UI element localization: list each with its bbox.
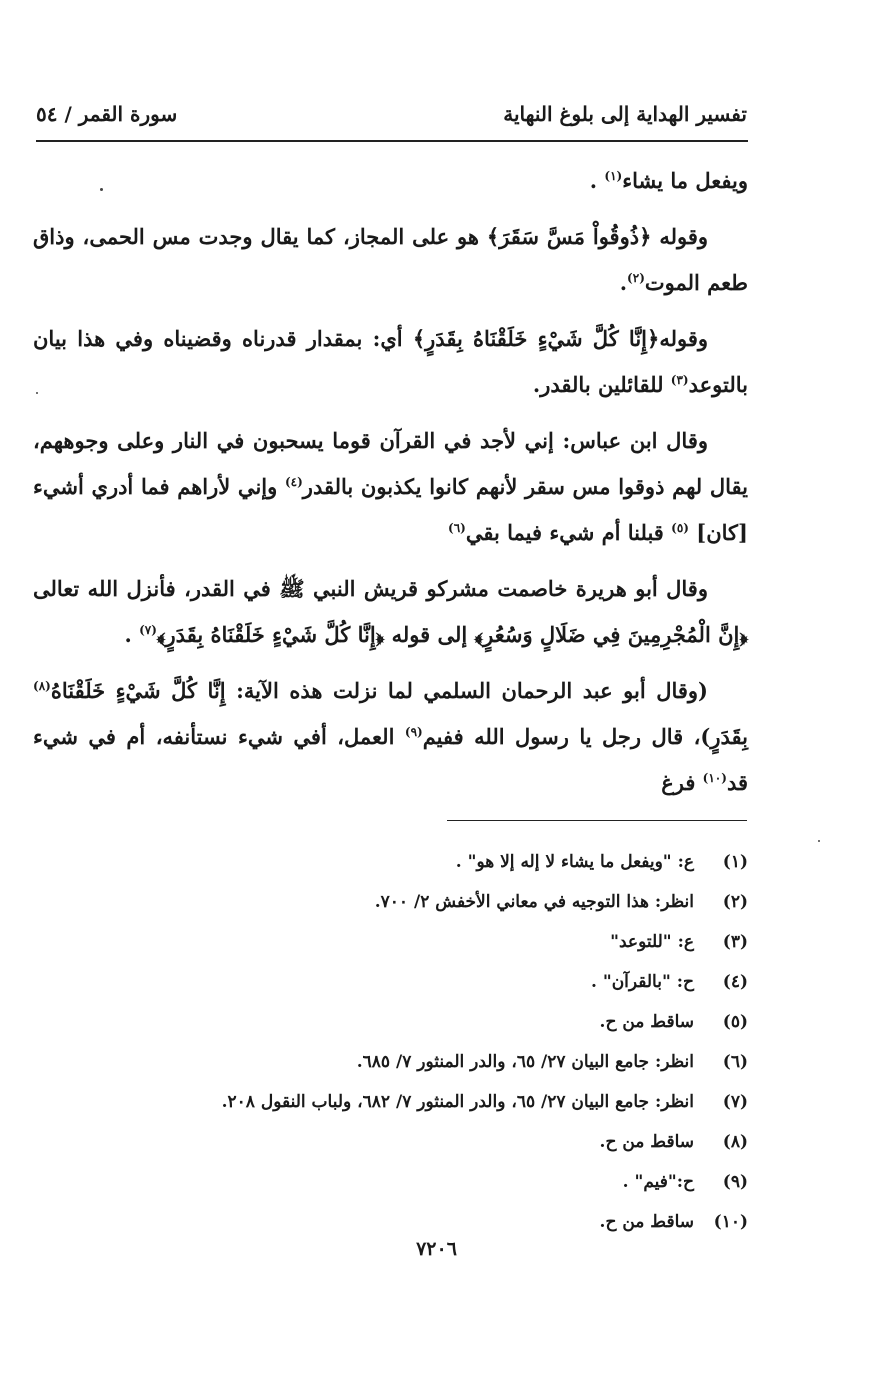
paragraph-text: إلى قوله bbox=[391, 622, 468, 647]
footnote-number: (٢) bbox=[722, 892, 748, 912]
footnote-item bbox=[148, 922, 748, 962]
footnote-number: (٦) bbox=[722, 1052, 748, 1072]
paragraph-tail: للقائلين بالقدر. bbox=[532, 372, 664, 397]
footnote-text: ح:"فيم" . bbox=[622, 1172, 694, 1192]
paragraph-text: هو على المجاز، كما يقال وجدت مس الحمى، وذاق طعم الموت bbox=[33, 224, 748, 295]
footnote-item bbox=[148, 1162, 748, 1202]
footnote-ref: (٢) bbox=[627, 271, 645, 285]
footnote-number: (٣) bbox=[722, 932, 748, 952]
paragraph-6 bbox=[33, 668, 748, 806]
paragraph-lead: وقوله bbox=[659, 224, 708, 249]
paragraph-text: فرغ bbox=[661, 770, 696, 795]
footnote-ref: (٧) bbox=[139, 623, 157, 637]
footnote-item bbox=[148, 1082, 748, 1122]
footnote-ref: (٦) bbox=[448, 521, 466, 535]
footnote-number: (٥) bbox=[722, 1012, 748, 1032]
paragraph-text: أي: بمقدار قدرناه وقضيناه وفي هذا بيان بالتوعد bbox=[33, 326, 748, 397]
footnote-item bbox=[148, 1122, 748, 1162]
quran-verse: ﴿إِنَّا كُلَّ شَيْءٍ خَلَقْنَاهُ بِقَدَرٍ﴾ bbox=[156, 622, 385, 647]
footnote-text: ساقط من ح. bbox=[599, 1012, 694, 1032]
footnote-number: (٩) bbox=[722, 1172, 748, 1192]
footnote-item bbox=[148, 1042, 748, 1082]
paragraph-2 bbox=[33, 214, 748, 306]
footnote-item bbox=[148, 1002, 748, 1042]
running-header bbox=[36, 98, 747, 138]
paragraph-4 bbox=[33, 418, 748, 556]
paragraph-text: وقال أبو هريرة خاصمت مشركو قريش النبي ﷺ في القدر، فأنزل الله تعالى bbox=[33, 576, 708, 601]
footnote-rule bbox=[447, 820, 747, 821]
quran-verse: ﴿إِنَّا كُلَّ شَيْءٍ خَلَقْنَاهُ بِقَدَرٍ﴾ bbox=[412, 326, 660, 351]
footnote-item bbox=[148, 1202, 748, 1242]
footnote-item bbox=[148, 882, 748, 922]
footnote-item bbox=[148, 842, 748, 882]
surah-label: سورة القمر / ٥٤ bbox=[36, 102, 178, 126]
footnote-ref: (١) bbox=[604, 169, 623, 183]
footnote-text: ساقط من ح. bbox=[599, 1132, 694, 1152]
scan-speck bbox=[818, 840, 820, 842]
footnote-item bbox=[148, 962, 748, 1002]
scan-speck bbox=[36, 392, 38, 394]
quran-verse: ﴿إِنَّ الْمُجْرِمِينَ فِي ضَلَالٍ وَسُعُرٍ﴾ bbox=[474, 622, 748, 647]
paragraph-tail: . bbox=[619, 270, 628, 295]
footnote-number: (٧) bbox=[722, 1092, 748, 1112]
paragraph-text: بِقَدَرٍ)، قال رجل يا رسول الله ففيم bbox=[422, 724, 748, 749]
footnote-text: انظر: هذا التوجيه في معاني الأخفش ٢/ ٧٠٠. bbox=[374, 892, 694, 912]
paragraph-tail: . bbox=[124, 622, 132, 647]
paragraph-text: (وقال أبو عبد الرحمان السلمي لما نزلت هذه الآية: إِنَّا كُلَّ شَيْءٍ خَلَقْنَاهُ bbox=[50, 678, 708, 703]
footnote-ref: (٨) bbox=[33, 679, 51, 693]
paragraph-text: ويفعل ما يشاء bbox=[622, 168, 748, 193]
footnote-ref: (١٠) bbox=[702, 771, 727, 785]
footnote-ref: (٥) bbox=[671, 521, 689, 535]
footnote-number: (١) bbox=[722, 852, 748, 872]
book-title: تفسير الهداية إلى بلوغ النهاية bbox=[503, 102, 747, 126]
footnote-number: (٤) bbox=[722, 972, 748, 992]
main-text bbox=[33, 158, 748, 816]
footnote-text: ع: "ويفعل ما يشاء لا إله إلا هو" . bbox=[455, 852, 694, 872]
paragraph-text: وقال ابن عباس: إني لأجد في القرآن قوما يسحبون في النار وعلى وجوههم، يقال لهم ذوقوا مس سقر لأنهم كانوا يكذبون بالقدر bbox=[33, 428, 748, 499]
paragraph-1 bbox=[33, 158, 748, 204]
paragraph-5 bbox=[33, 566, 748, 658]
footnote-text: انظر: جامع البيان ٢٧/ ٦٥، والدر المنثور ٧/ ٦٨٥. bbox=[356, 1052, 694, 1072]
page-number: ٧٢٠٦ bbox=[416, 1238, 457, 1260]
paragraph-text: العمل، أفي شيء نستأنفه، أم في شيء قد bbox=[33, 724, 748, 795]
paragraph-3 bbox=[33, 316, 748, 408]
paragraph-text: قبلنا أم شيء فيما بقي bbox=[465, 520, 664, 545]
footnote-ref: (٩) bbox=[404, 725, 423, 739]
footnote-ref: (٤) bbox=[284, 475, 303, 489]
paragraph-lead: وقوله bbox=[659, 326, 709, 351]
footnote-text: ساقط من ح. bbox=[599, 1212, 694, 1232]
footnote-text: ع: "للتوعد" bbox=[610, 932, 694, 952]
header-rule bbox=[36, 140, 748, 142]
paragraph-text: وإني لأراهم فما أدري أشيء [كان] bbox=[33, 474, 748, 545]
footnote-text: ح: "بالقرآن" . bbox=[591, 972, 694, 992]
footnote-ref: (٣) bbox=[670, 373, 689, 387]
paragraph-tail: . bbox=[589, 168, 598, 193]
footnote-text: انظر: جامع البيان ٢٧/ ٦٥، والدر المنثور ٧/ ٦٨٢، ولباب النقول ٢٠٨. bbox=[221, 1092, 694, 1112]
quran-verse: ﴿ذُوقُواْ مَسَّ سَقَرَ﴾ bbox=[486, 224, 652, 249]
footnote-number: (٨) bbox=[722, 1132, 748, 1152]
footnotes bbox=[148, 842, 748, 1242]
scan-speck bbox=[100, 188, 103, 191]
footnote-number: (١٠) bbox=[713, 1212, 748, 1232]
